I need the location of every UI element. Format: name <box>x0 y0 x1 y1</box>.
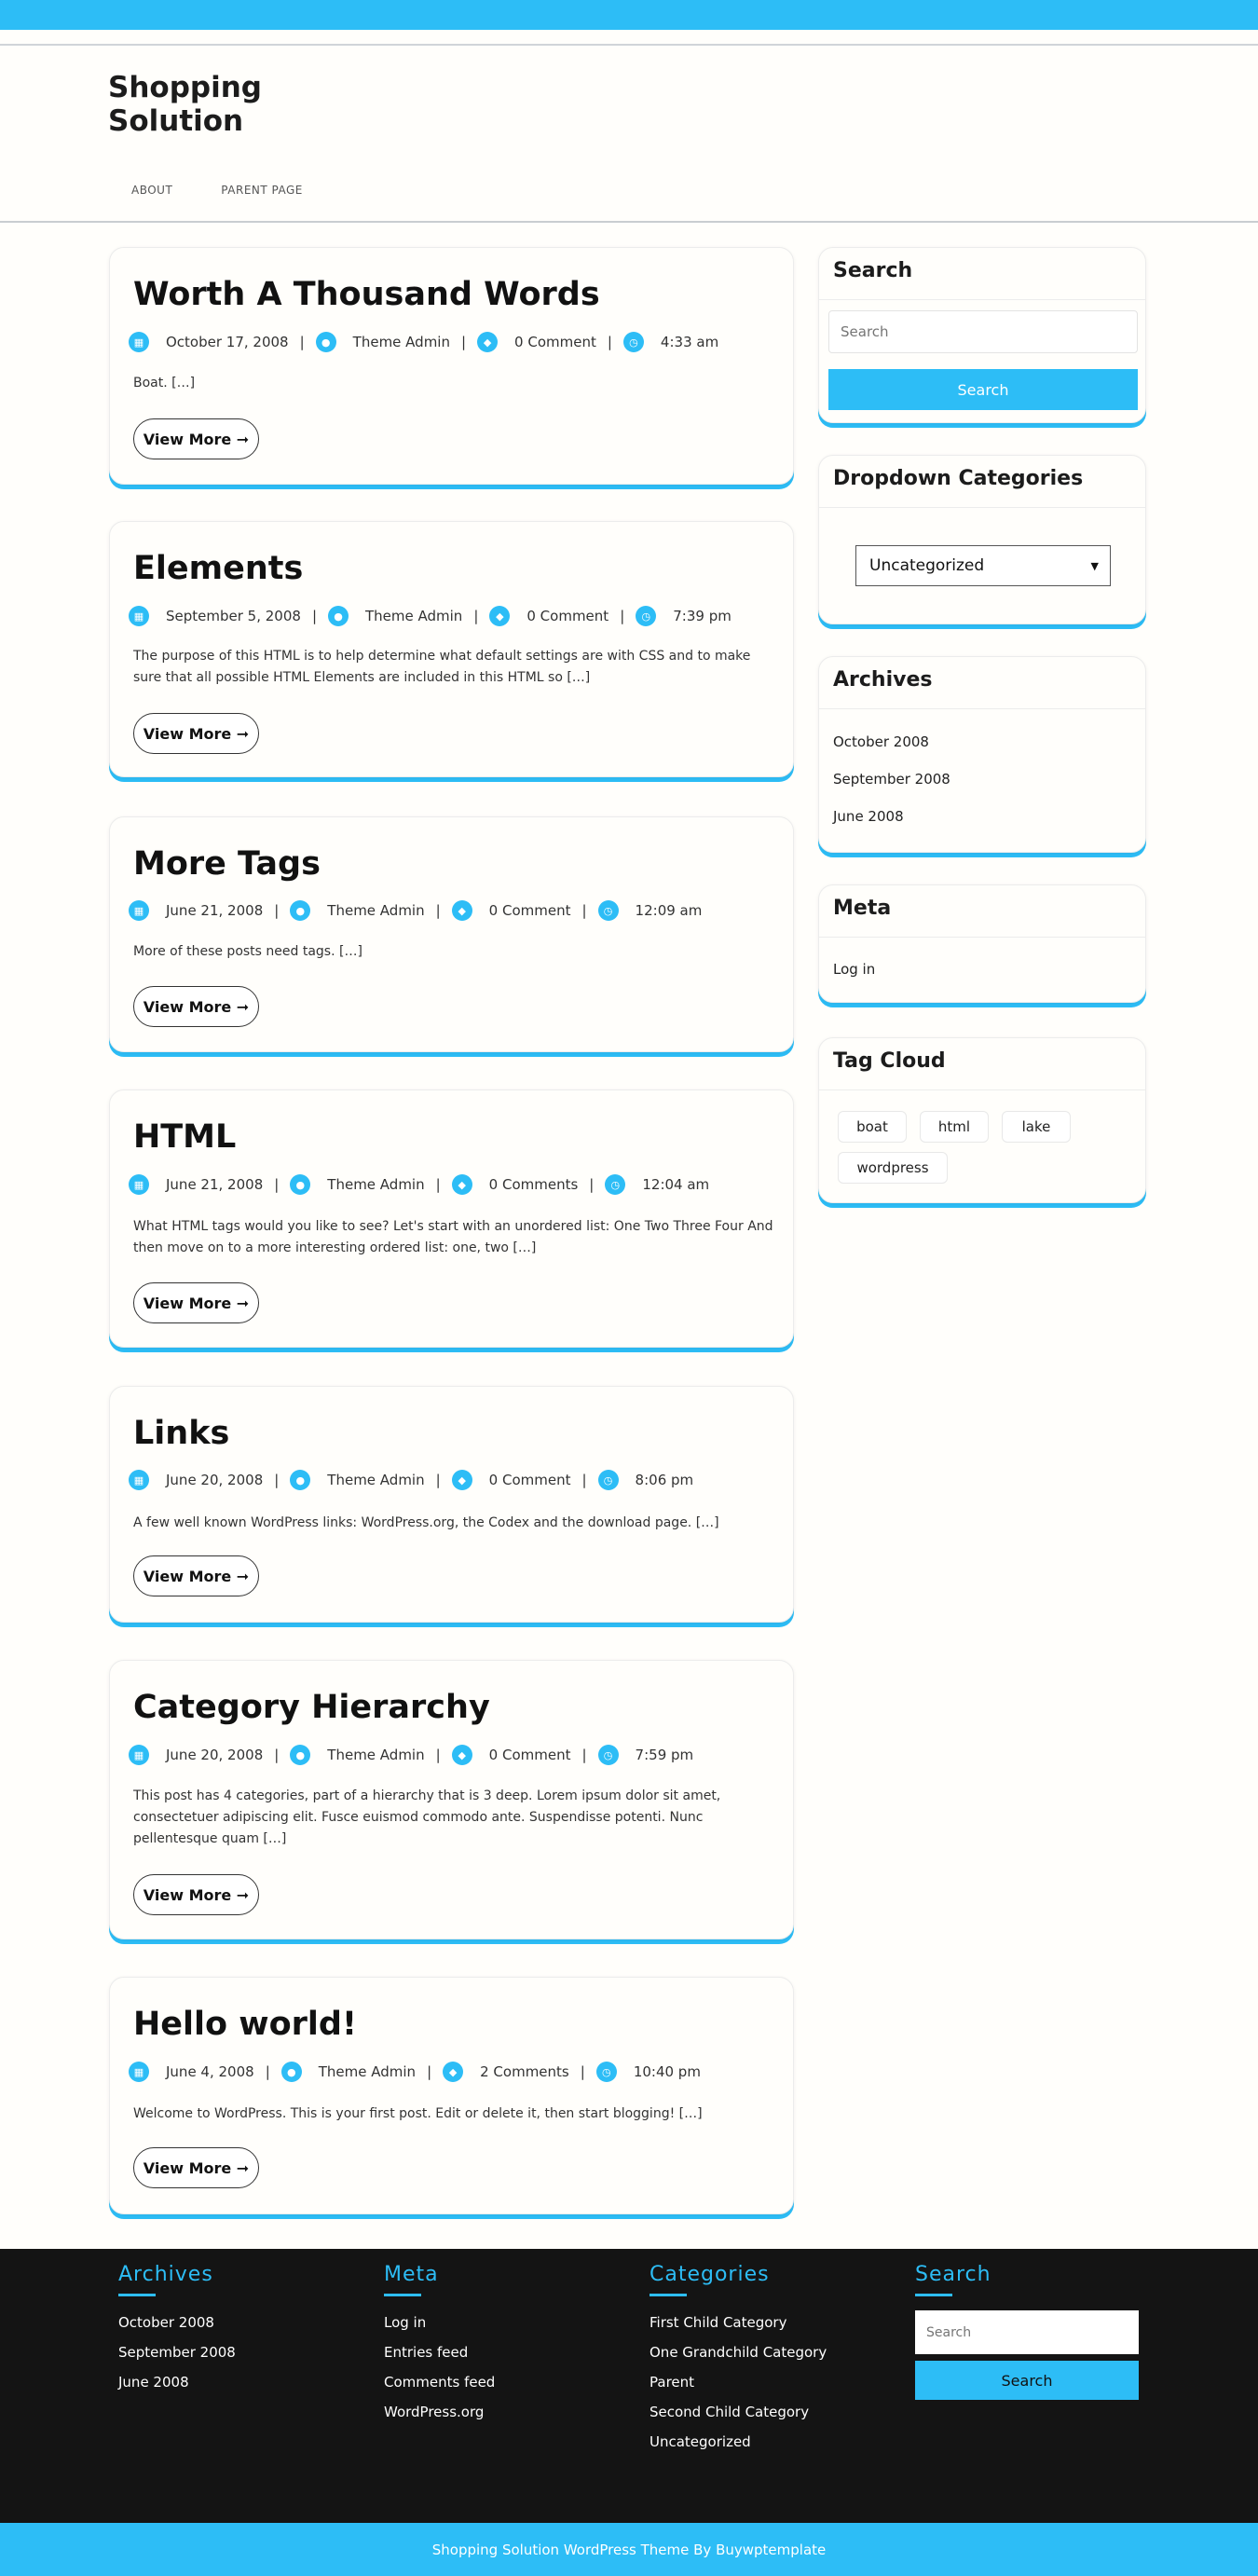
calendar-icon: ▦ <box>129 1745 149 1765</box>
top-accent-bar <box>0 0 1258 30</box>
post-title[interactable]: Links <box>133 1415 230 1452</box>
archives-widget <box>818 656 1146 853</box>
calendar-icon: ▦ <box>129 1470 149 1490</box>
footer-title-underline <box>915 2294 952 2296</box>
meta-separator: | <box>435 902 441 919</box>
meta-separator: | <box>581 1747 587 1763</box>
comments-icon: ◆ <box>489 606 510 626</box>
footer-search-button[interactable]: Search <box>915 2361 1139 2400</box>
post-card <box>109 1660 794 1939</box>
search-widget <box>818 247 1146 423</box>
footer-credit[interactable]: Shopping Solution WordPress Theme By Buywptemplate <box>431 2541 827 2558</box>
post-author[interactable]: Theme Admin <box>327 1472 425 1488</box>
meta-separator: | <box>580 2063 585 2080</box>
main-nav <box>131 184 303 197</box>
comments-icon: ◆ <box>452 1174 472 1195</box>
post-excerpt: The purpose of this HTML is to help determine what default settings are with CSS and to make sure that all possible HTML Elements are included in this HTML so […] <box>133 649 751 685</box>
user-icon: ● <box>290 1745 310 1765</box>
calendar-icon: ▦ <box>129 2062 149 2082</box>
archive-link[interactable]: October 2008 <box>833 733 929 750</box>
post-date[interactable]: June 4, 2008 <box>166 2063 254 2080</box>
clock-icon: ◷ <box>623 332 644 352</box>
post-meta <box>129 604 732 628</box>
calendar-icon: ▦ <box>129 606 149 626</box>
comments-icon: ◆ <box>452 1470 472 1490</box>
comments-icon: ◆ <box>477 332 498 352</box>
comments-icon: ◆ <box>452 1745 472 1765</box>
post-meta <box>129 898 702 923</box>
widget-divider <box>819 299 1145 300</box>
tag-link[interactable]: wordpress <box>838 1152 948 1184</box>
calendar-icon: ▦ <box>129 332 149 352</box>
post-time: 12:09 am <box>635 902 703 919</box>
view-more-button[interactable]: View More ➞ <box>133 986 259 1027</box>
footer-title: Search <box>915 2263 991 2286</box>
login-link[interactable]: Log in <box>833 961 876 978</box>
sidebar-search-button[interactable]: Search <box>828 369 1138 410</box>
meta-separator: | <box>589 1176 595 1193</box>
post-comments[interactable]: 0 Comment <box>488 1747 571 1763</box>
widget-divider <box>819 708 1145 709</box>
post-excerpt: What HTML tags would you like to see? Let's start with an unordered list: One Two Three Four And then move on to a more interesting ordered list: one, two […] <box>133 1219 773 1255</box>
post-title[interactable]: Category Hierarchy <box>133 1689 490 1726</box>
meta-separator: | <box>311 608 317 624</box>
clock-icon: ◷ <box>598 1745 619 1765</box>
post-comments[interactable]: 0 Comment <box>488 1472 571 1488</box>
footer-title-underline <box>650 2294 687 2296</box>
site-footer <box>0 2249 1258 2523</box>
widget-title: Dropdown Categories <box>833 467 1084 490</box>
post-meta <box>129 2060 701 2084</box>
post-title[interactable]: Elements <box>133 550 304 587</box>
view-more-button[interactable]: View More ➞ <box>133 2147 259 2188</box>
nav-item-about[interactable]: ABOUT <box>131 184 173 197</box>
clock-icon: ◷ <box>598 1470 619 1490</box>
archive-link[interactable]: June 2008 <box>833 808 904 825</box>
footer-archive-link[interactable]: September 2008 <box>118 2344 236 2361</box>
post-comments[interactable]: 0 Comment <box>514 334 596 350</box>
post-comments[interactable]: 2 Comments <box>480 2063 569 2080</box>
archive-link[interactable]: September 2008 <box>833 771 950 788</box>
post-time: 7:39 pm <box>673 608 732 624</box>
footer-category-link[interactable]: Parent <box>650 2374 695 2391</box>
post-date[interactable]: September 5, 2008 <box>166 608 301 624</box>
meta-separator: | <box>581 1472 587 1488</box>
meta-widget <box>818 884 1146 1003</box>
post-card <box>109 521 794 777</box>
widget-divider <box>819 507 1145 508</box>
post-date[interactable]: June 20, 2008 <box>166 1472 264 1488</box>
sidebar-search-input[interactable] <box>828 310 1138 353</box>
post-card <box>109 1089 794 1348</box>
footer-title: Archives <box>118 2263 213 2286</box>
post-date[interactable]: June 21, 2008 <box>166 902 264 919</box>
footer-category-link[interactable]: Uncategorized <box>650 2433 751 2450</box>
meta-separator: | <box>274 1472 280 1488</box>
post-meta <box>129 1172 709 1197</box>
meta-separator: | <box>607 334 612 350</box>
category-select-value: Uncategorized <box>869 556 985 575</box>
view-more-button[interactable]: View More ➞ <box>133 1555 259 1596</box>
comments-icon: ◆ <box>452 900 472 921</box>
post-meta <box>129 1743 693 1767</box>
footer-category-link[interactable]: Second Child Category <box>650 2404 810 2420</box>
category-select[interactable] <box>855 545 1111 586</box>
widget-divider <box>819 1089 1145 1090</box>
footer-title: Categories <box>650 2263 770 2286</box>
meta-separator: | <box>299 334 305 350</box>
post-time: 4:33 am <box>660 334 719 350</box>
widget-title: Meta <box>833 897 892 920</box>
site-title[interactable]: Shopping Solution <box>108 71 262 138</box>
widget-title: Search <box>833 259 913 282</box>
user-icon: ● <box>316 332 336 352</box>
footer-meta-link[interactable]: Entries feed <box>384 2344 469 2361</box>
calendar-icon: ▦ <box>129 1174 149 1195</box>
meta-separator: | <box>460 334 467 350</box>
footer-title-underline <box>384 2294 421 2296</box>
post-excerpt: More of these posts need tags. […] <box>133 944 362 959</box>
post-excerpt: A few well known WordPress links: WordPress.org, the Codex and the download page. […] <box>133 1515 719 1530</box>
view-more-button[interactable]: View More ➞ <box>133 1282 259 1323</box>
footer-meta-link[interactable]: WordPress.org <box>384 2404 485 2420</box>
site-header <box>0 44 1258 223</box>
tag-link[interactable]: html <box>920 1111 989 1143</box>
post-title[interactable]: Worth A Thousand Words <box>133 276 600 313</box>
post-author[interactable]: Theme Admin <box>318 2063 417 2080</box>
footer-archive-link[interactable]: June 2008 <box>118 2374 189 2391</box>
post-title[interactable]: More Tags <box>133 845 321 883</box>
post-date[interactable]: October 17, 2008 <box>166 334 289 350</box>
meta-separator: | <box>435 1472 441 1488</box>
post-card <box>109 1386 794 1623</box>
meta-separator: | <box>620 608 625 624</box>
footer-archive-link[interactable]: October 2008 <box>118 2314 214 2331</box>
post-time: 7:59 pm <box>635 1747 694 1763</box>
user-icon: ● <box>290 900 310 921</box>
meta-separator: | <box>274 1747 280 1763</box>
post-excerpt: Boat. […] <box>133 376 196 391</box>
footer-category-link[interactable]: One Grandchild Category <box>650 2344 827 2361</box>
user-icon: ● <box>290 1470 310 1490</box>
widget-divider <box>819 937 1145 938</box>
calendar-icon: ▦ <box>129 900 149 921</box>
meta-separator: | <box>274 1176 280 1193</box>
tag-link[interactable]: lake <box>1002 1111 1071 1143</box>
post-time: 8:06 pm <box>635 1472 694 1488</box>
chevron-down-icon: ▼ <box>1090 559 1099 572</box>
post-title[interactable]: Hello world! <box>133 2006 357 2043</box>
widget-title: Tag Cloud <box>833 1049 946 1073</box>
clock-icon: ◷ <box>636 606 656 626</box>
post-meta <box>129 330 718 354</box>
tag-link[interactable]: boat <box>838 1111 907 1143</box>
post-author[interactable]: Theme Admin <box>352 334 450 350</box>
footer-category-link[interactable]: First Child Category <box>650 2314 787 2331</box>
post-card <box>109 1977 794 2214</box>
dropdown-categories-widget <box>818 455 1146 624</box>
footer-search-input[interactable] <box>915 2310 1139 2354</box>
footer-title-underline <box>118 2294 156 2296</box>
widget-title: Archives <box>833 668 933 692</box>
view-more-button[interactable]: View More ➞ <box>133 713 259 754</box>
meta-separator: | <box>581 902 587 919</box>
meta-separator: | <box>274 902 280 919</box>
comments-icon: ◆ <box>443 2062 463 2082</box>
footer-credit-bar <box>0 2523 1258 2576</box>
meta-separator: | <box>427 2063 432 2080</box>
post-author[interactable]: Theme Admin <box>365 608 463 624</box>
post-comments[interactable]: 0 Comments <box>488 1176 579 1193</box>
meta-separator: | <box>435 1747 441 1763</box>
post-author[interactable]: Theme Admin <box>327 902 425 919</box>
post-date[interactable]: June 20, 2008 <box>166 1747 264 1763</box>
footer-title: Meta <box>384 2263 439 2286</box>
post-title[interactable]: HTML <box>133 1118 237 1156</box>
post-time: 10:40 pm <box>633 2063 701 2080</box>
nav-item-parent-page[interactable]: PARENT PAGE <box>221 184 303 197</box>
view-more-button[interactable]: View More ➞ <box>133 418 259 459</box>
user-icon: ● <box>281 2062 302 2082</box>
meta-separator: | <box>473 608 479 624</box>
post-comments[interactable]: 0 Comment <box>488 902 571 919</box>
clock-icon: ◷ <box>596 2062 617 2082</box>
post-meta <box>129 1468 693 1492</box>
view-more-button[interactable]: View More ➞ <box>133 1874 259 1915</box>
post-card <box>109 816 794 1052</box>
post-card <box>109 247 794 485</box>
post-excerpt: Welcome to WordPress. This is your first post. Edit or delete it, then start blogging! […] <box>133 2106 703 2121</box>
post-comments[interactable]: 0 Comment <box>526 608 609 624</box>
post-author[interactable]: Theme Admin <box>327 1747 425 1763</box>
meta-separator: | <box>435 1176 441 1193</box>
post-date[interactable]: June 21, 2008 <box>166 1176 264 1193</box>
tag-cloud-widget <box>818 1037 1146 1203</box>
footer-meta-link[interactable]: Comments feed <box>384 2374 496 2391</box>
post-excerpt: This post has 4 categories, part of a hierarchy that is 3 deep. Lorem ipsum dolor sit amet, consectetuer adipiscing elit. Fusce euismod commodo ante. Suspendisse potenti. Nunc pellentesque quam […] <box>133 1788 721 1846</box>
clock-icon: ◷ <box>598 900 619 921</box>
clock-icon: ◷ <box>605 1174 625 1195</box>
user-icon: ● <box>328 606 349 626</box>
post-author[interactable]: Theme Admin <box>327 1176 425 1193</box>
user-icon: ● <box>290 1174 310 1195</box>
meta-separator: | <box>265 2063 270 2080</box>
post-time: 12:04 am <box>642 1176 710 1193</box>
footer-meta-link[interactable]: Log in <box>384 2314 427 2331</box>
